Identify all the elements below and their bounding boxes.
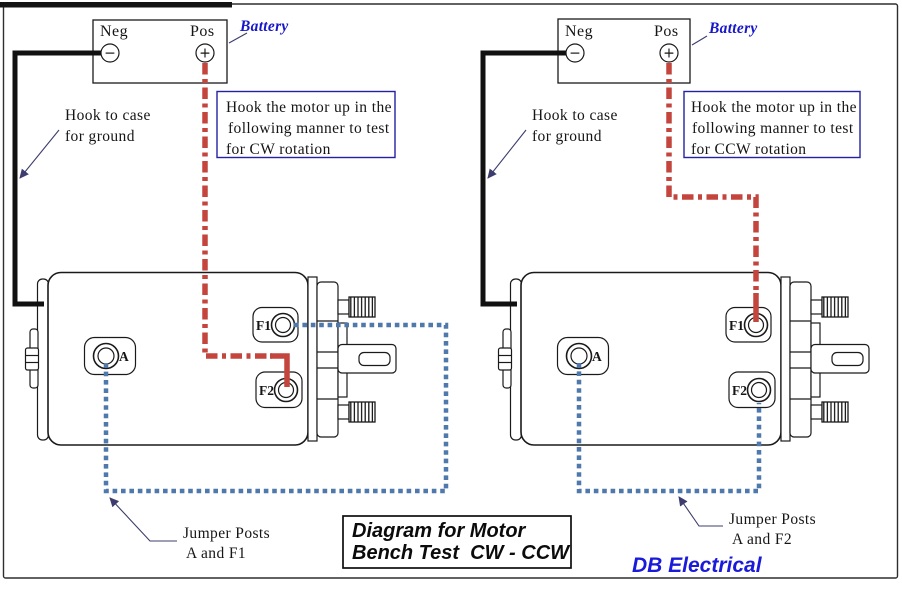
- instruction-line3-right: for CCW rotation: [691, 141, 807, 158]
- battery-neg-label-right: Neg: [565, 23, 594, 40]
- jumper-note-line1-right: Jumper Posts: [729, 511, 817, 528]
- instruction-line2-right: following manner to test: [692, 120, 854, 137]
- jumper-note-line1-left: Jumper Posts: [183, 525, 271, 542]
- minus-symbol-left: −: [104, 45, 116, 62]
- terminal-f1-label-right: F1: [729, 318, 744, 333]
- plus-symbol-left: +: [199, 45, 211, 62]
- plus-symbol-right: +: [663, 45, 675, 62]
- battery-pos-label-right: Pos: [654, 23, 679, 40]
- minus-symbol-right: −: [569, 45, 581, 62]
- battery-label-left: Battery: [240, 18, 289, 35]
- ground-note-line2-right: for ground: [532, 128, 602, 145]
- terminal-f1-label-left: F1: [256, 318, 271, 333]
- jumper-note-line2-left: A and F1: [186, 545, 247, 562]
- terminal-f2-label-left: F2: [259, 383, 274, 398]
- jumper-note-line2-right: A and F2: [732, 531, 793, 548]
- terminal-a-label-left: A: [119, 349, 129, 364]
- page-border-top-segment: [0, 2, 232, 8]
- instruction-line3-left: for CW rotation: [226, 141, 331, 158]
- title-line2: Bench Test CW - CCW: [352, 542, 570, 564]
- battery-neg-label-left: Neg: [100, 23, 129, 40]
- terminal-a-label-right: A: [592, 349, 602, 364]
- instruction-line1-left: Hook the motor up in the: [226, 99, 392, 116]
- title-line1: Diagram for Motor: [352, 520, 526, 542]
- ground-note-line1-left: Hook to case: [65, 107, 151, 124]
- ground-note-line1-right: Hook to case: [532, 107, 618, 124]
- battery-label-right: Battery: [709, 20, 758, 37]
- instruction-line1-right: Hook the motor up in the: [691, 99, 857, 116]
- brand-text: DB Electrical: [632, 554, 762, 577]
- terminal-f2-label-right: F2: [732, 383, 747, 398]
- instruction-line2-left: following manner to test: [228, 120, 390, 137]
- battery-pos-label-left: Pos: [190, 23, 215, 40]
- ground-note-line2-left: for ground: [65, 128, 135, 145]
